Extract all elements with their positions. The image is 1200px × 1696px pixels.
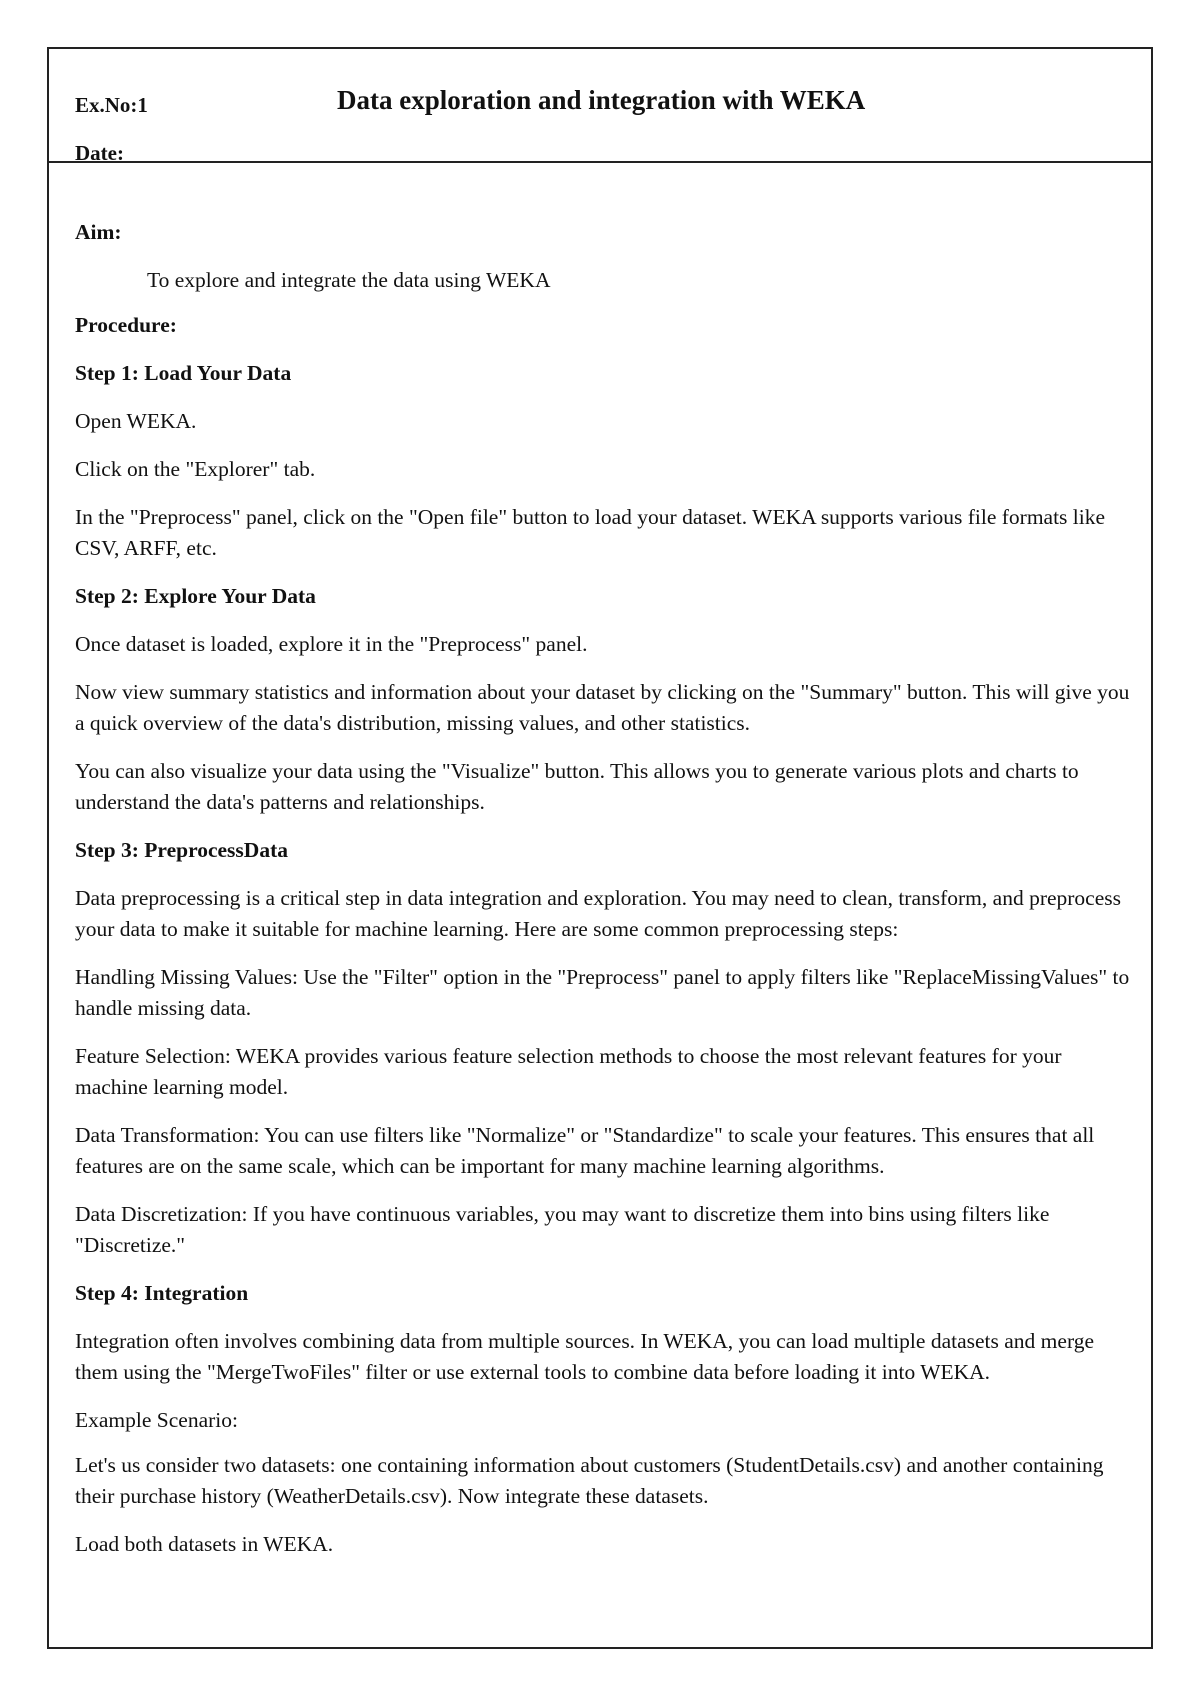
procedure-heading: Procedure: [75,313,177,337]
step4-paragraph: Load both datasets in WEKA. [75,1532,334,1556]
step3-heading: Step 3: PreprocessData [75,838,288,862]
document-header [49,49,1151,163]
step2-paragraph: Now view summary statistics and information about your dataset by clicking on the "Summary" button. This will give you a quick overview of the data's distribution, missing values, and other statistics. [75,680,1130,735]
step4-paragraph: Let's us consider two datasets: one containing information about customers (StudentDetails.csv) and another containing their purchase history (WeatherDetails.csv). Now integrate these datasets. [75,1453,1104,1508]
step1-paragraph: In the "Preprocess" panel, click on the "Open file" button to load your dataset. WEKA supports various file formats like CSV, ARFF, etc. [75,505,1106,560]
step4-heading: Step 4: Integration [75,1281,249,1305]
step3-paragraph: Feature Selection: WEKA provides various feature selection methods to choose the most relevant features for your machine learning model. [75,1044,1062,1099]
step3-paragraph: Data preprocessing is a critical step in data integration and exploration. You may need to clean, transform, and preprocess your data to make it suitable for machine learning. Here are some common preprocessing steps: [75,886,1122,941]
step2-heading: Step 2: Explore Your Data [75,584,316,608]
aim-text: To explore and integrate the data using WEKA [147,268,551,292]
step1-paragraph: Open WEKA. [75,409,197,433]
step3-paragraph: Data Transformation: You can use filters like "Normalize" or "Standardize" to scale your features. This ensures that all features are on the same scale, which can be important for many machine learning algorithms. [75,1123,1095,1178]
step2-paragraph: You can also visualize your data using the "Visualize" button. This allows you to generate various plots and charts to understand the data's patterns and relationships. [75,759,1079,814]
step3-paragraph: Data Discretization: If you have continuous variables, you may want to discretize them into bins using filters like "Discretize." [75,1202,1050,1257]
page-frame [47,47,1153,1649]
step1-paragraph: Click on the "Explorer" tab. [75,457,316,481]
aim-heading: Aim: [75,220,122,244]
date-label: Date: [75,141,124,165]
step2-paragraph: Once dataset is loaded, explore it in the "Preprocess" panel. [75,632,588,656]
step1-heading: Step 1: Load Your Data [75,361,292,385]
exercise-number: Ex.No:1 [75,93,148,117]
document-body [75,217,1135,1577]
step3-paragraph: Handling Missing Values: Use the "Filter" option in the "Preprocess" panel to apply filters like "ReplaceMissingValues" to handle missing data. [75,965,1130,1020]
step4-paragraph: Example Scenario: [75,1408,238,1432]
step4-paragraph: Integration often involves combining data from multiple sources. In WEKA, you can load multiple datasets and merge them using the "MergeTwoFiles" filter or use external tools to combine data before loading it into WEKA. [75,1329,1095,1384]
document-title: Data exploration and integration with WEKA [337,85,866,115]
